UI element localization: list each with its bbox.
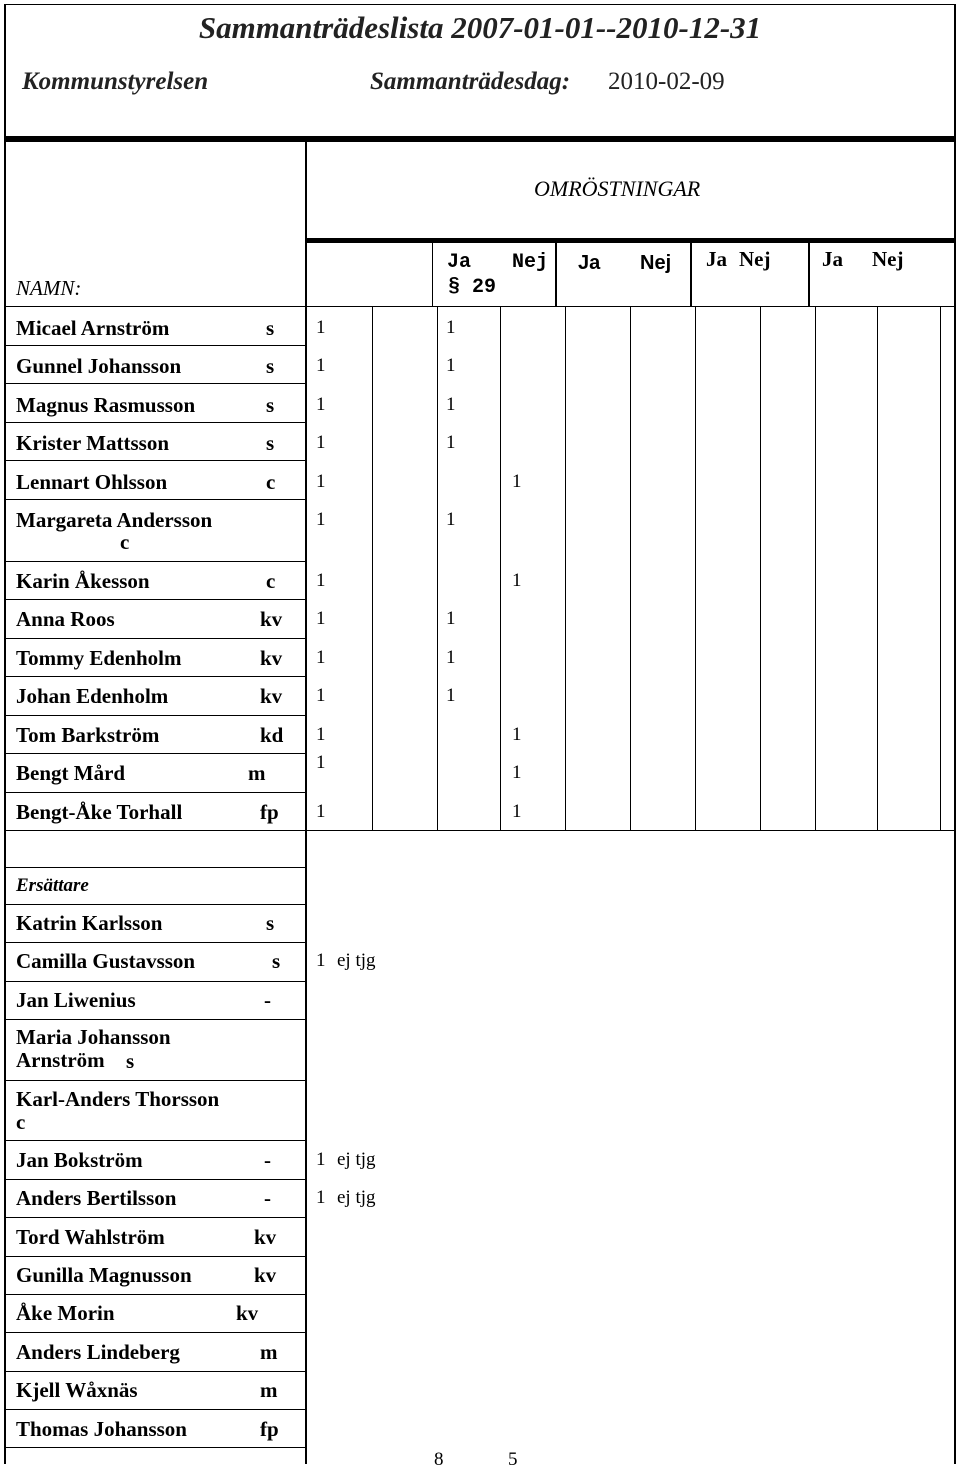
substitute-name: Gunilla Magnusson [16, 1263, 192, 1287]
grid-line [630, 306, 631, 830]
grid-line [4, 136, 956, 142]
member-present: 1 [316, 317, 326, 338]
substitute-name: Camilla Gustavsson [16, 949, 196, 973]
grid-line [555, 243, 557, 306]
member-party: kd [260, 723, 284, 747]
member-ja: 1 [446, 647, 456, 668]
substitute-party: kv [254, 1225, 277, 1249]
member-present: 1 [316, 570, 326, 591]
grid-line [6, 1080, 305, 1081]
substitute-name: Kjell Wåxnäs [16, 1378, 138, 1402]
substitutes-label: Ersättare [16, 875, 89, 896]
substitute-party: kv [254, 1263, 277, 1287]
grid-line [6, 499, 305, 500]
substitute-party: m [260, 1378, 278, 1402]
grid-line [6, 599, 305, 600]
member-party: kv [260, 684, 283, 708]
substitute-party: s [266, 911, 275, 935]
member-present: 1 [316, 432, 326, 453]
member-name: Gunnel Johansson [16, 354, 182, 378]
substitute-present: 1 [316, 950, 326, 971]
substitute-name: Tord Wahlström [16, 1225, 165, 1249]
grid-line [565, 306, 566, 830]
grid-line [6, 1217, 305, 1218]
grid-line [500, 306, 501, 830]
page-title: Sammanträdeslista 2007-01-01--2010-12-31 [198, 10, 762, 45]
grid-line [6, 1447, 305, 1448]
substitute-party: fp [260, 1417, 279, 1441]
grid-line [690, 243, 692, 306]
member-party: s [266, 354, 275, 378]
member-name: Margareta Andersson [16, 508, 213, 532]
member-present: 1 [316, 752, 326, 773]
substitute-present: 1 [316, 1149, 326, 1170]
grid-line [940, 306, 941, 830]
member-present: 1 [316, 608, 326, 629]
substitute-party: - [264, 1148, 271, 1172]
grid-line [6, 1332, 305, 1333]
vote1-paragraph: § 29 [448, 276, 497, 299]
member-present: 1 [316, 509, 326, 530]
member-party: m [248, 761, 266, 785]
member-present: 1 [316, 801, 326, 822]
vote3-ja-header: Ja [706, 247, 727, 271]
member-party: s [266, 393, 275, 417]
grid-line [6, 942, 305, 943]
member-present: 1 [316, 647, 326, 668]
grid-line [4, 4, 6, 1464]
meeting-date-label: Sammanträdesdag: [370, 68, 571, 95]
grid-line [6, 306, 305, 307]
member-party: c [266, 569, 276, 593]
member-party: c [266, 470, 276, 494]
substitute-name: Maria Johansson Arnström [16, 1025, 171, 1072]
grid-line [6, 981, 305, 982]
member-nej: 1 [512, 724, 522, 745]
grid-line [6, 830, 956, 831]
grid-line [432, 243, 433, 306]
grid-line [877, 306, 878, 830]
substitute-name: Jan Bokström [16, 1148, 143, 1172]
member-name: Krister Mattsson [16, 431, 169, 455]
vote4-nej-header: Nej [872, 247, 904, 271]
name-column-label: NAMN: [16, 276, 82, 300]
member-name: Lennart Ohlsson [16, 470, 168, 494]
member-nej: 1 [512, 762, 522, 783]
member-name: Bengt Mård [16, 761, 126, 785]
substitute-party: kv [236, 1301, 259, 1325]
substitute-party: s [126, 1049, 135, 1073]
member-name: Tommy Edenholm [16, 646, 182, 670]
member-ja: 1 [446, 317, 456, 338]
grid-line [6, 867, 305, 868]
substitute-present: 1 [316, 1187, 326, 1208]
member-nej: 1 [512, 801, 522, 822]
grid-line [6, 1179, 305, 1180]
member-party: kv [260, 607, 283, 631]
member-name: Magnus Rasmusson [16, 393, 196, 417]
member-present: 1 [316, 394, 326, 415]
member-ja: 1 [446, 685, 456, 706]
member-ja: 1 [446, 432, 456, 453]
grid-line [6, 1256, 305, 1257]
grid-line [372, 306, 373, 368]
grid-line [6, 1371, 305, 1372]
grid-line [6, 561, 305, 562]
member-nej: 1 [512, 570, 522, 591]
grid-line [760, 306, 761, 830]
substitute-party: - [264, 1186, 271, 1210]
total-ja: 8 [434, 1449, 444, 1470]
grid-line [6, 1019, 305, 1020]
substitute-party: m [260, 1340, 278, 1364]
member-party: c [120, 530, 130, 554]
member-party: fp [260, 800, 279, 824]
substitute-name: Thomas Johansson [16, 1417, 187, 1441]
grid-line [6, 753, 305, 754]
member-ja: 1 [446, 509, 456, 530]
meeting-date: 2010-02-09 [608, 68, 725, 95]
substitute-name: Katrin Karlsson [16, 911, 163, 935]
substitute-name: Anders Bertilsson [16, 1186, 177, 1210]
grid-line [4, 4, 956, 5]
member-party: s [266, 316, 275, 340]
grid-line [6, 1140, 305, 1141]
votes-label: OMRÖSTNINGAR [534, 176, 701, 201]
grid-line [6, 1409, 305, 1410]
member-party: s [266, 431, 275, 455]
grid-line [305, 238, 956, 243]
grid-line [815, 306, 816, 830]
member-name: Karin Åkesson [16, 569, 150, 593]
substitute-party: - [264, 988, 271, 1012]
substitute-party: s [272, 949, 281, 973]
vote1-ja-header: Ja [447, 251, 472, 274]
grid-line [6, 638, 305, 639]
committee-name: Kommunstyrelsen [22, 68, 209, 95]
member-ja: 1 [446, 355, 456, 376]
member-name: Johan Edenholm [16, 684, 169, 708]
grid-line [695, 306, 696, 830]
vote4-ja-header: Ja [822, 247, 843, 271]
grid-line [305, 306, 306, 830]
substitute-note: ej tjg [337, 1187, 376, 1208]
member-present: 1 [316, 724, 326, 745]
grid-line [6, 676, 305, 677]
substitute-note: ej tjg [337, 950, 376, 971]
member-present: 1 [316, 471, 326, 492]
grid-line [6, 1294, 305, 1295]
member-name: Bengt-Åke Torhall [16, 800, 183, 824]
grid-line [6, 383, 305, 384]
member-party: kv [260, 646, 283, 670]
vote3-nej-header: Nej [739, 247, 771, 271]
member-name: Anna Roos [16, 607, 115, 631]
grid-line [6, 460, 305, 461]
substitute-name: Karl-Anders Thorsson [16, 1087, 220, 1111]
member-ja: 1 [446, 394, 456, 415]
substitute-party: c [16, 1110, 26, 1134]
member-present: 1 [316, 355, 326, 376]
member-ja: 1 [446, 608, 456, 629]
grid-line [6, 345, 305, 346]
vote2-ja-header: Ja [578, 252, 601, 274]
vote1-nej-header: Nej [512, 251, 549, 274]
vote2-nej-header: Nej [640, 252, 672, 274]
substitute-name: Jan Liwenius [16, 988, 136, 1012]
substitute-name: Anders Lindeberg [16, 1340, 180, 1364]
grid-line [6, 904, 305, 905]
grid-line [437, 306, 438, 830]
member-name: Micael Arnström [16, 316, 170, 340]
total-nej: 5 [508, 1449, 518, 1470]
member-present: 1 [316, 685, 326, 706]
grid-line [6, 715, 305, 716]
member-nej: 1 [512, 471, 522, 492]
member-name: Tom Barkström [16, 723, 160, 747]
grid-line [6, 422, 305, 423]
grid-line [372, 306, 373, 830]
substitute-name: Åke Morin [16, 1301, 115, 1325]
grid-line [6, 792, 305, 793]
grid-line [808, 243, 810, 306]
substitute-note: ej tjg [337, 1149, 376, 1170]
grid-line [954, 4, 956, 1464]
